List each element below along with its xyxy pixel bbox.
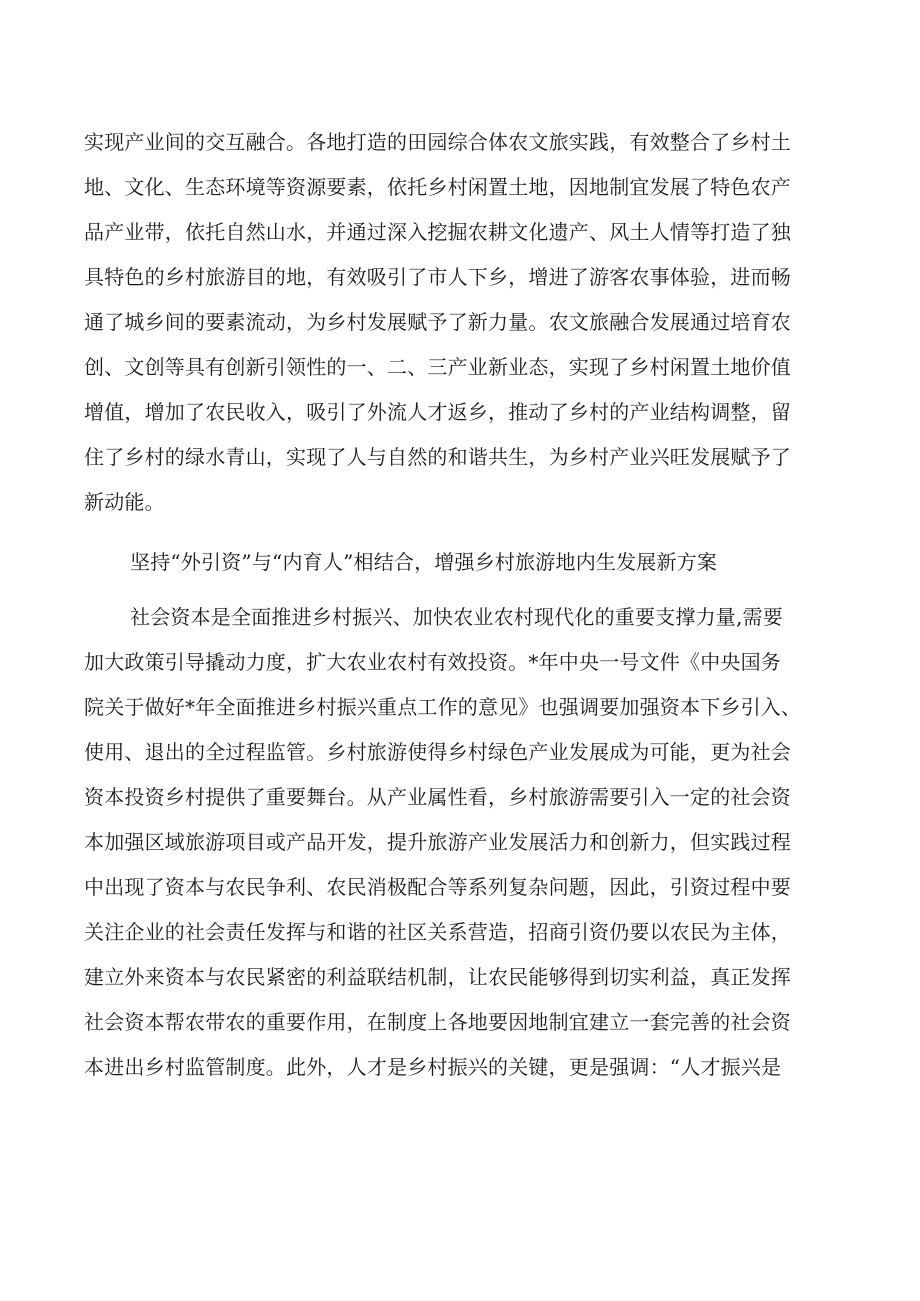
paragraph-2-line: 本加强区域旅游项目或产品开发，提升旅游产业发展活力和创新力，但实践过程 (84, 830, 791, 854)
paragraph-2-line: 中出现了资本与农民争利、农民消极配合等系列复杂问题，因此，引资过程中要 (84, 875, 791, 899)
paragraph-1-line: 具特色的乡村旅游目的地，有效吸引了市人下乡，增进了游客农事体验，进而畅 (84, 265, 791, 289)
paragraph-2-line: 关注企业的社会责任发挥与和谐的社区关系营造，招商引资仍要以农民为主体， (84, 920, 791, 944)
section-heading: 坚持“外引资”与“内育人”相结合，增强乡村旅游地内生发展新方案 (130, 550, 718, 574)
paragraph-2-line: 使用、退出的全过程监管。乡村旅游使得乡村绿色产业发展成为可能，更为社会 (84, 740, 791, 764)
paragraph-2-line: 社会资本帮农带农的重要作用，在制度上各地要因地制宜建立一套完善的社会资 (84, 1010, 791, 1034)
paragraph-2-line: 社会资本是全面推进乡村振兴、加快农业农村现代化的重要支撑力量,需要 (130, 605, 783, 629)
paragraph-1-line: 品产业带，依托自然山水，并通过深入挖掘农耕文化遗产、风土人情等打造了独 (84, 220, 791, 244)
paragraph-2-line: 院关于做好*年全面推进乡村振兴重点工作的意见》也强调要加强资本下乡引入、 (84, 695, 802, 719)
paragraph-1-line: 增值，增加了农民收入，吸引了外流人才返乡，推动了乡村的产业结构调整，留 (84, 400, 791, 424)
paragraph-2-line: 加大政策引导撬动力度，扩大农业农村有效投资。*年中央一号文件《中央国务 (84, 650, 781, 674)
paragraph-1-line: 新动能。 (84, 490, 165, 514)
paragraph-1-line: 地、文化、生态环境等资源要素，依托乡村闲置土地，因地制宜发展了特色农产 (84, 175, 791, 199)
paragraph-1-line: 住了乡村的绿水青山，实现了人与自然的和谐共生，为乡村产业兴旺发展赋予了 (84, 445, 791, 469)
paragraph-1-line: 实现产业间的交互融合。各地打造的田园综合体农文旅实践，有效整合了乡村土 (84, 130, 791, 154)
paragraph-1-line: 通了城乡间的要素流动，为乡村发展赋予了新力量。农文旅融合发展通过培育农 (84, 310, 791, 334)
paragraph-1-line: 创、文创等具有创新引领性的一、二、三产业新业态，实现了乡村闲置土地价值 (84, 355, 791, 379)
paragraph-2-line: 建立外来资本与农民紧密的利益联结机制，让农民能够得到切实利益，真正发挥 (84, 965, 791, 989)
paragraph-2-line: 本进出乡村监管制度。此外，人才是乡村振兴的关键，更是强调：“人才振兴是 (84, 1055, 782, 1079)
paragraph-2-line: 资本投资乡村提供了重要舞台。从产业属性看，乡村旅游需要引入一定的社会资 (84, 785, 791, 809)
